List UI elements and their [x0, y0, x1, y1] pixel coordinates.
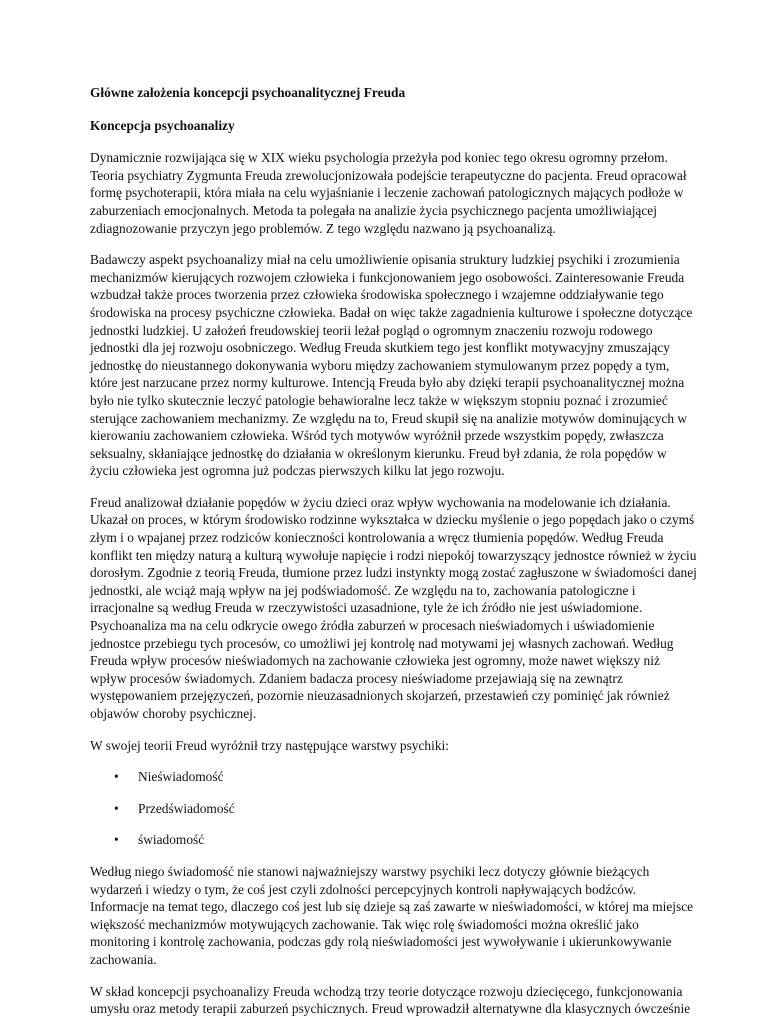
- text-line: konflikt ten między naturą a kulturą wywołuje napięcie i rodzi niepokój towarzyszący jednostce również w życiu: [90, 547, 697, 563]
- text-line: środowiska na procesy psychiczne człowieka. Badał on więc także zagadnienia kulturowe i społeczne dotyczące: [90, 304, 693, 320]
- text-line: złym i o wpajanej przez rodziców konieczności kontrolowania a wręcz tłumienia popędów. Według Freuda: [90, 530, 664, 546]
- paragraph: [90, 737, 662, 755]
- text-line: jednostce przebiegu tych procesów, co umożliwi jej kontrolę nad motywami jej własnych zachowań. Według: [90, 635, 674, 651]
- text-line: formę psychoterapii, która miała na celu wyjaśnianie i leczenie zachowań patologicznych mających podłoże w: [90, 185, 684, 201]
- list-item: [90, 831, 662, 849]
- paragraphs-after: [90, 863, 694, 1018]
- list-item: [90, 800, 662, 818]
- text-line: Teoria psychiatry Zygmunta Freuda zrewolucjonizowała podejście terapeutyczne do pacjenta. Freud opracował: [90, 167, 687, 183]
- bullet-icon: •: [114, 769, 119, 785]
- document-title: Główne założenia koncepcji psychoanalitycznej Freuda: [90, 85, 406, 100]
- text-line: Freud analizował działanie popędów w życiu dzieci oraz wpływ wychowania na modelowanie ich działania.: [90, 494, 671, 510]
- text-line: dorosłym. Zgodnie z teorią Freuda, tłumione przez ludzi instynkty mogą zostać zagłuszone w świadomości danej: [90, 565, 697, 581]
- text-line: było nie tylko skutecznie leczyć patologie behawioralne lecz także w większym stopniu poznać i zrozumieć: [90, 392, 668, 408]
- document-page: [90, 84, 697, 1032]
- text-line: Badawczy aspekt psychoanalizy miał na celu umożliwienie opisania struktury ludzkiej psychiki i zrozumienia: [90, 252, 680, 268]
- text-line: irracjonalne są według Freuda w rzeczywistości uzasadnione, tyle że ich źródło nie jest uświadomione.: [90, 600, 643, 616]
- text-line: zdiagnozowanie przyczyn jego problemów. Z tego względu nazwano ją psychoanalizą.: [90, 220, 556, 236]
- text-line: seksualny, skłaniające jednostkę do działania w określonym kierunku. Freud był zdania, że rola popędów w: [90, 445, 667, 461]
- list-item-label: świadomość: [138, 832, 205, 848]
- text-line: zaburzeniach emocjonalnych. Metoda ta polegała na analizie życia psychicznego pacjenta umożliwiającej: [90, 202, 657, 218]
- text-line: Ukazał on proces, w którym środowisko rodzinne wykształca w dziecku myślenie o jego popędach jako o czymś: [90, 512, 695, 528]
- paragraph: [90, 251, 693, 480]
- paragraphs-before: [90, 149, 697, 754]
- text-line: występowaniem przejęzyczeń, pozornie nieuzasadnionych skojarzeń, przestawień czy pominięć jak również: [90, 688, 670, 704]
- list-item-label: Nieświadomość: [138, 769, 224, 785]
- text-line: sterujące zachowaniem mechanizmy. Ze względu na to, Freud skupił się na analizie motywów dominujących w: [90, 410, 688, 426]
- text-line: W swojej teorii Freud wyróżnił trzy następujące warstwy psychiki:: [90, 737, 449, 753]
- text-line: kierowaniu zachowaniem człowieka. Wśród tych motywów wyróżnił przede wszystkim popędy, zwłaszcza: [90, 428, 664, 444]
- text-line: które jest narzucane przez normy kulturowe. Intencją Freuda było aby dzięki terapii psychoanalitycznej można: [90, 375, 685, 391]
- text-line: W skład koncepcji psychoanalizy Freuda wchodzą trzy teorie dotyczące rozwoju dziecięcego, funkcjonowania: [90, 983, 683, 999]
- text-line: życiu człowieka jest ogromna już podczas pierwszych kilku lat jego rozwoju.: [90, 463, 505, 479]
- text-line: wzbudzał także proces tworzenia przez człowieka środowiska społecznego i wzajemne oddziaływanie tego: [90, 287, 664, 303]
- paragraph: [90, 863, 694, 969]
- bullet-icon: •: [114, 832, 119, 848]
- text-line: umysłu oraz metody terapii zaburzeń psychicznych. Freud wprowadził alternatywne dla klasycznych ówcześnie: [90, 1001, 691, 1017]
- list-item-label: Przedświadomość: [138, 800, 235, 816]
- paragraph: [90, 494, 697, 723]
- text-line: Psychoanaliza ma na celu odkrycie owego źródła zaburzeń w procesach nieświadomych i uświadomienie: [90, 618, 655, 634]
- text-line: zachowania.: [90, 951, 157, 967]
- paragraph: [90, 983, 691, 1018]
- text-line: wpływ procesów świadomych. Zdaniem badacza procesy nieświadome przejawiają się na zewnątrz: [90, 670, 623, 686]
- text-line: jednostkę do nieustannego dokonywania wyboru między zachowaniem stymulowanym przez popędy a tym,: [90, 357, 670, 373]
- text-line: większość mechanizmów motywujących zachowanie. Tak więc rolę świadomości można określić jako: [90, 916, 639, 932]
- text-line: Informacje na temat tego, dlaczego coś jest lub się dzieje są zaś zawarte w nieświadomości, w której ma miejsce: [90, 899, 694, 915]
- text-line: Freuda wpływ procesów nieświadomych na zachowanie człowieka jest ogromny, może nawet większy niż: [90, 653, 660, 669]
- list-item: [90, 768, 662, 786]
- text-line: jednostki dla jej rozwoju osobniczego. Według Freuda skutkiem tego jest konflikt motywacyjny zmuszający: [90, 340, 670, 356]
- text-line: Dynamicznie rozwijająca się w XIX wieku psychologia przeżyła pod koniec tego okresu ogromny przełom.: [90, 150, 668, 166]
- section-heading: Koncepcja psychoanalizy: [90, 117, 235, 133]
- text-line: jednostki, ale wciąż mają wpływ na jej podświadomość. Ze względu na to, zachowania patologiczne i: [90, 582, 636, 598]
- text-line: wydarzeń i wiedzy o tym, że coś jest czyli zdolności percepcyjnych kontroli napływających bodźców.: [90, 881, 637, 897]
- text-line: jednostki ludzkiej. U założeń freudowskiej teorii leżał pogląd o ogromnym znaczeniu rozwoju rodowego: [90, 322, 653, 338]
- text-line: objawów choroby psychicznej.: [90, 706, 257, 721]
- bullet-list: [90, 768, 662, 849]
- bullet-icon: •: [114, 800, 119, 816]
- text-line: mechanizmów kierujących rozwojem człowieka i funkcjonowaniem jego osobowości. Zainteresowanie Freuda: [90, 269, 685, 285]
- text-line: monitoring i kontrolę zachowania, podczas gdy rolą nieświadomości jest wywoływanie i ukierunkowywanie: [90, 934, 672, 950]
- text-line: Według niego świadomość nie stanowi najważniejszy warstwy psychiki lecz dotyczy głównie bieżących: [90, 863, 650, 879]
- paragraph: [90, 149, 687, 237]
